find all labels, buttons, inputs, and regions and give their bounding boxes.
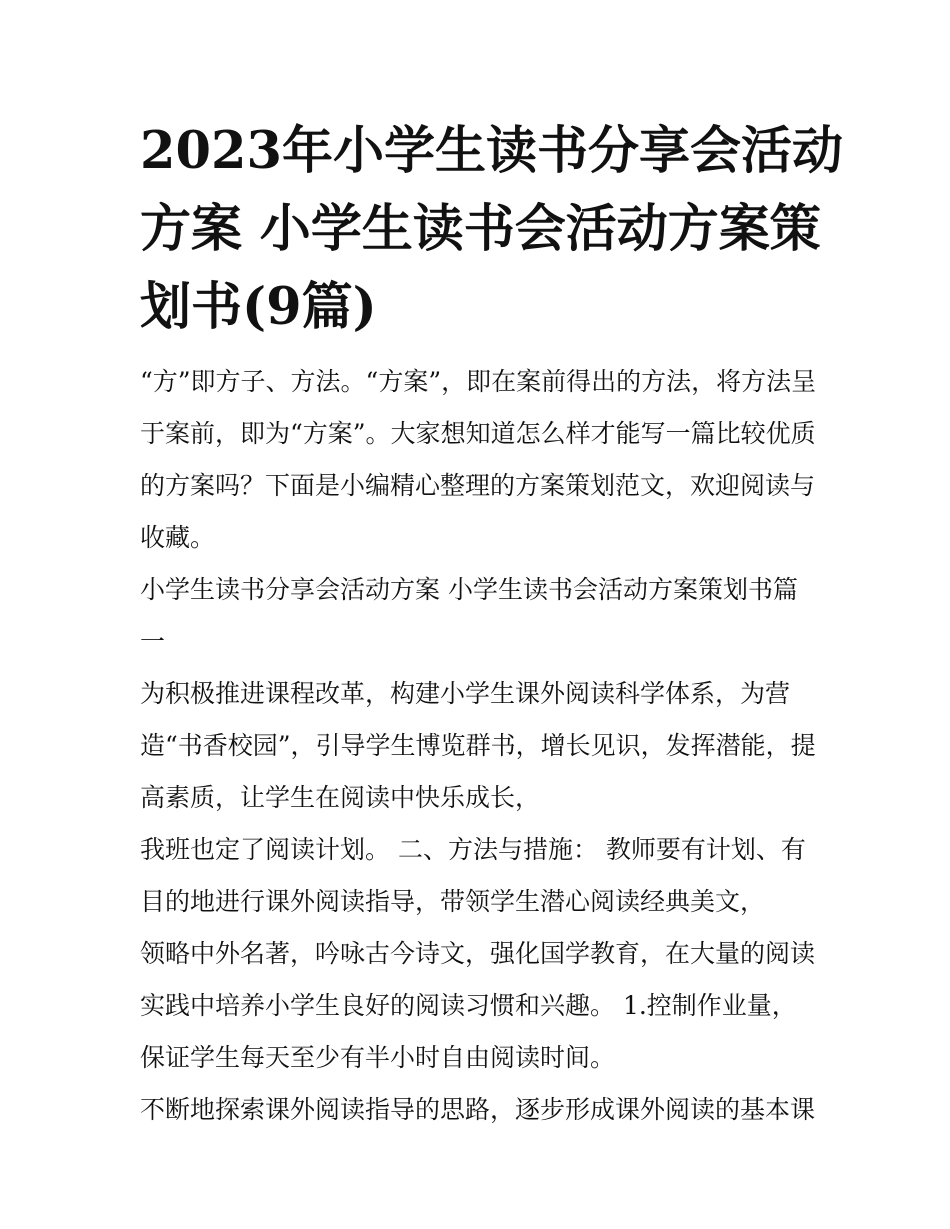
- title-line: 方案 小学生读书会活动方案策: [140, 199, 821, 259]
- paragraph-line: 造“书香校园”，引导学生博览群书，增长见识，发挥潜能，提: [140, 731, 816, 760]
- document-body: [140, 356, 830, 1136]
- paragraph-line: 领略中外名著，吟咏古今诗文，强化国学教育，在大量的阅读: [140, 939, 816, 968]
- section-heading-line: 小学生读书分享会活动方案 小学生读书会活动方案策划书篇: [140, 575, 798, 604]
- intro-line: 于案前，即为“方案”。大家想知道怎么样才能写一篇比较优质: [140, 419, 816, 448]
- paragraph-line: 不断地探索课外阅读指导的思路，逐步形成课外阅读的基本课: [140, 1095, 816, 1124]
- intro-paragraph: [140, 356, 830, 564]
- paragraph-line: 高素质，让学生在阅读中快乐成长，: [140, 783, 541, 812]
- paragraph-line: 目的地进行课外阅读指导，带领学生潜心阅读经典美文，: [140, 887, 766, 916]
- paragraph-line: 保证学生每天至少有半小时自由阅读时间。: [140, 1043, 616, 1072]
- paragraph-line: 实践中培养小学生良好的阅读习惯和兴趣。 1.控制作业量，: [140, 991, 797, 1020]
- intro-line: 收藏。: [140, 523, 216, 552]
- document-title: [140, 112, 843, 346]
- paragraph-1: [140, 668, 830, 824]
- section-heading-line: 一: [140, 627, 166, 656]
- paragraph-line: 为积极推进课程改革，构建小学生课外阅读科学体系，为营: [140, 679, 791, 708]
- paragraph-2: [140, 824, 830, 1084]
- intro-line: “方”即方子、方法。“方案”，即在案前得出的方法，将方法呈: [140, 367, 817, 396]
- section-heading: [140, 564, 830, 668]
- title-line: 2023年小学生读书分享会活动: [140, 121, 843, 181]
- intro-line: 的方案吗？下面是小编精心整理的方案策划范文，欢迎阅读与: [140, 471, 816, 500]
- paragraph-line: 我班也定了阅读计划。 二、方法与措施： 教师要有计划、有: [140, 835, 806, 864]
- title-line: 划书(9篇): [140, 277, 377, 337]
- paragraph-3: [140, 1084, 830, 1136]
